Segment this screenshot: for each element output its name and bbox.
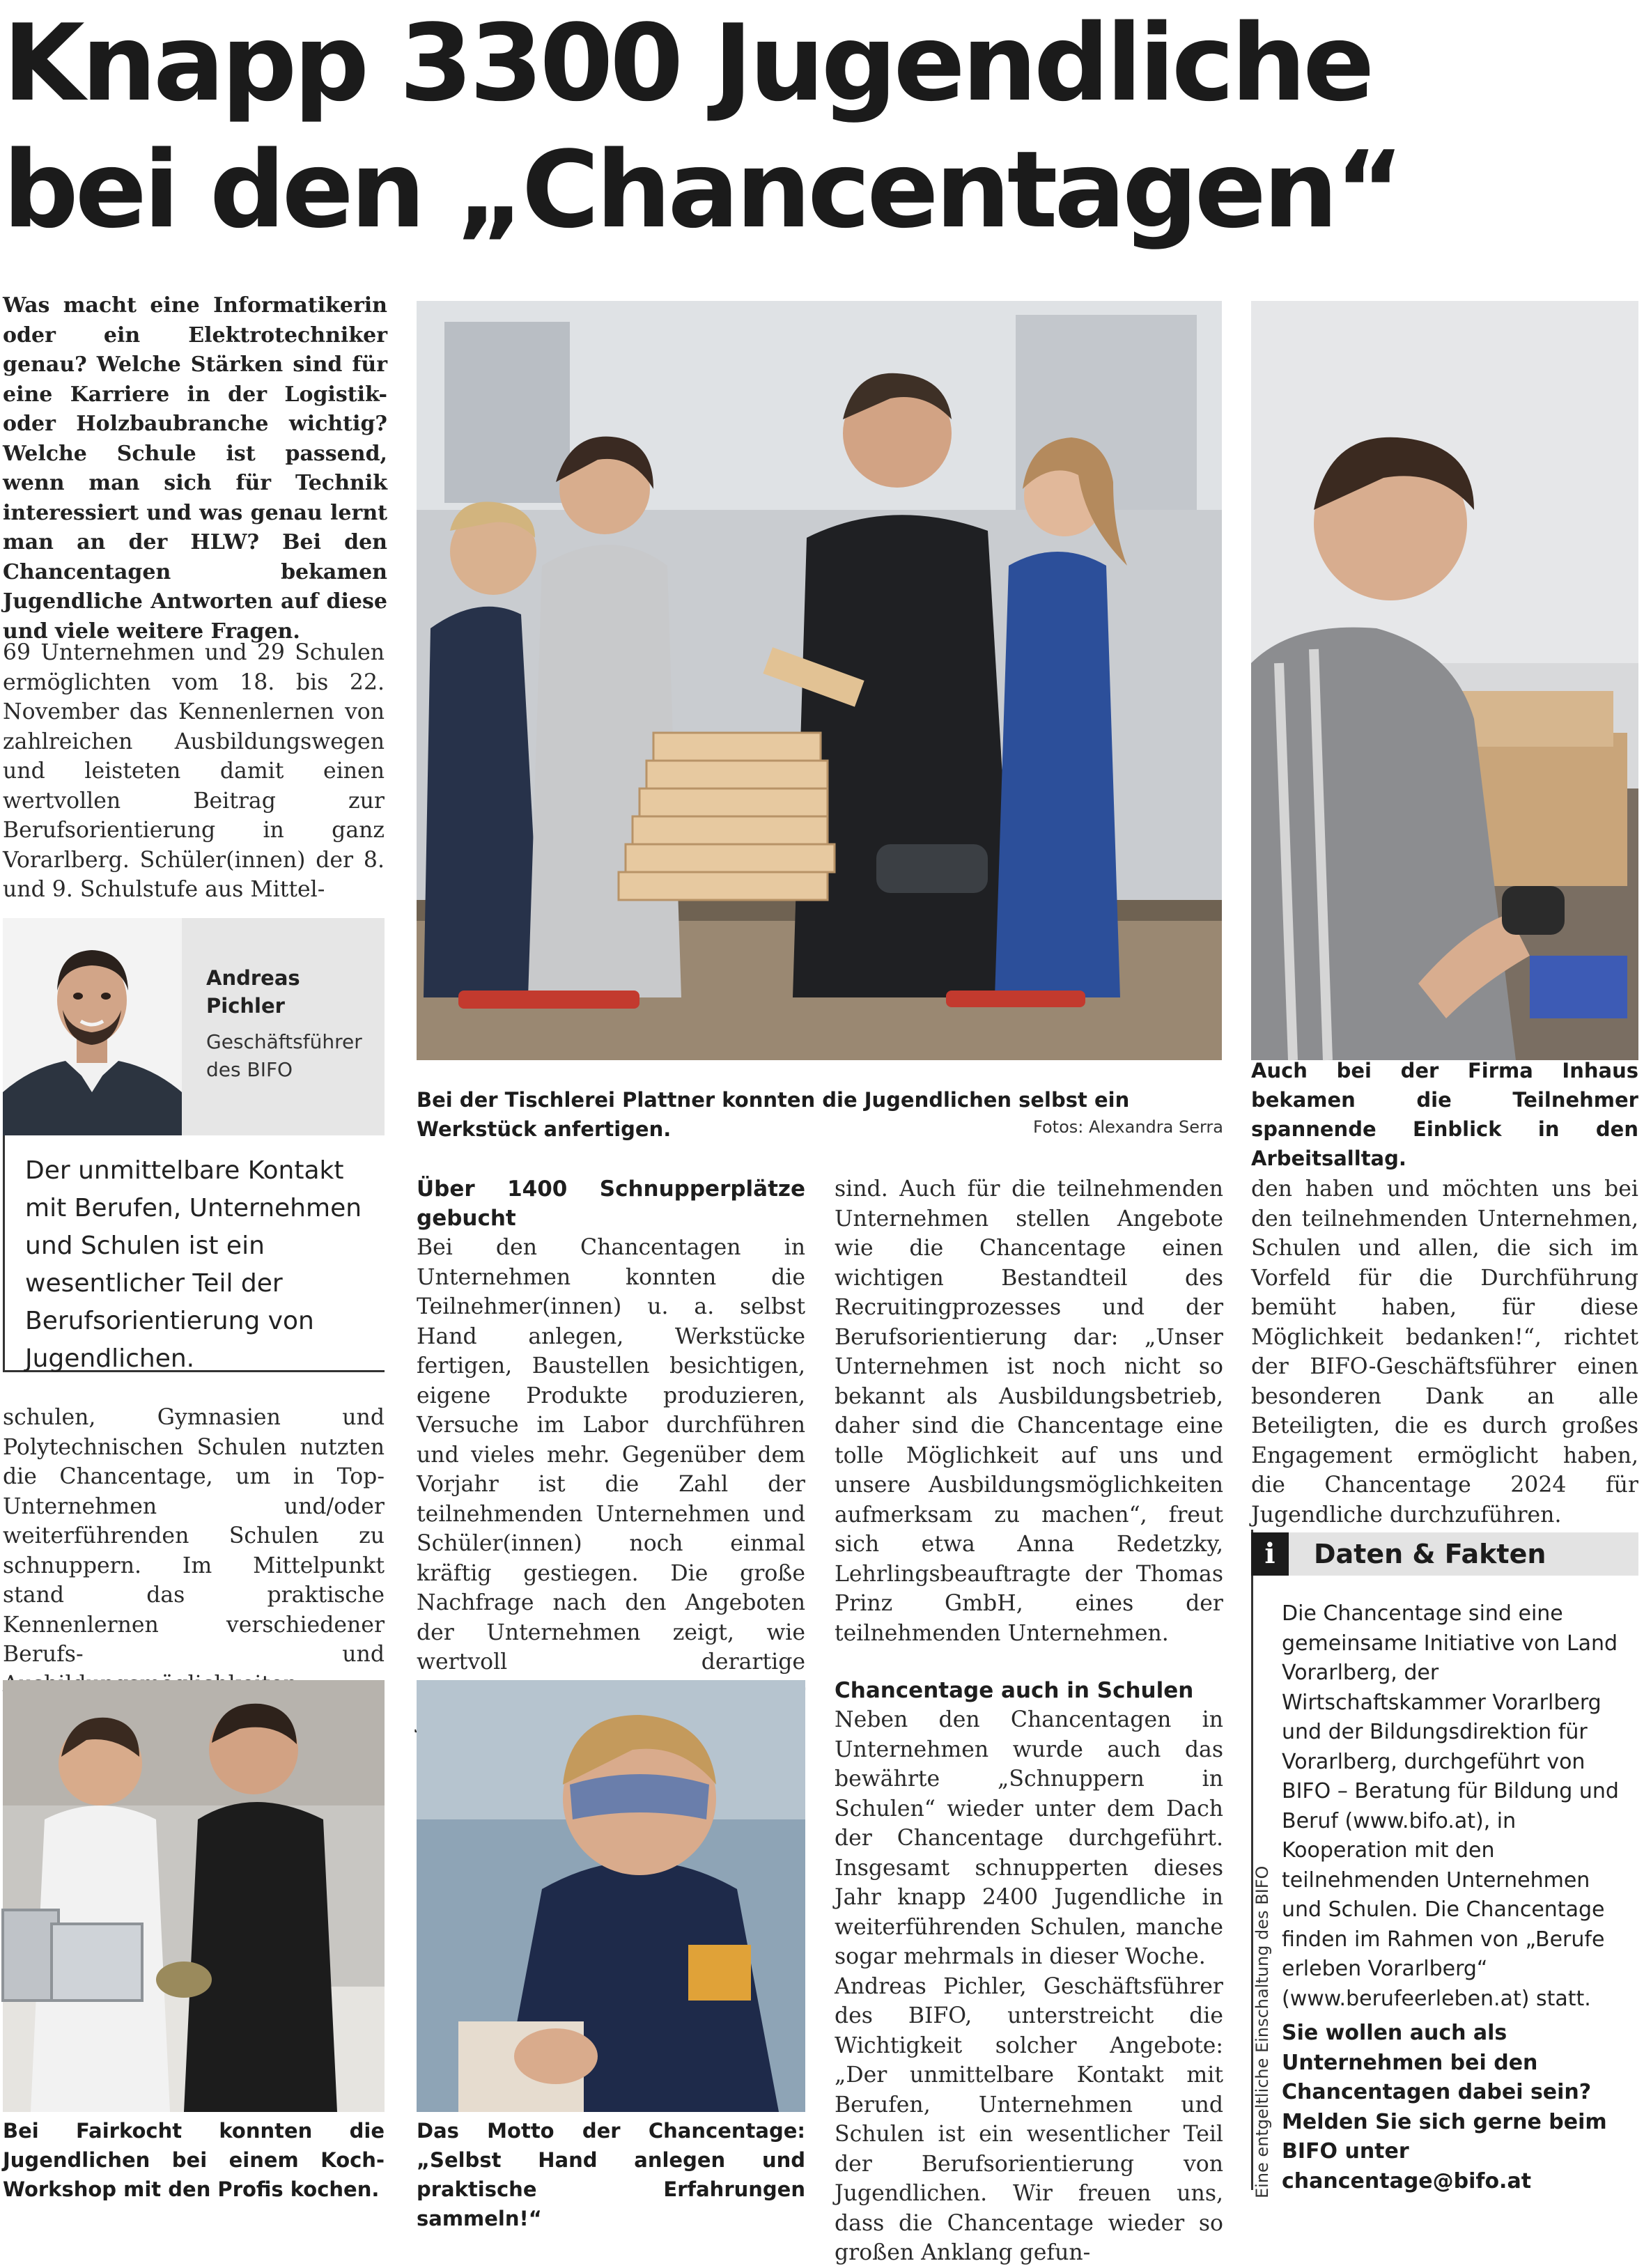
- headline: [3, 0, 1640, 254]
- goggles-photo: [417, 1680, 805, 2112]
- column-4: [1251, 1174, 1638, 1530]
- inhaus-photo: [1251, 301, 1638, 1060]
- column-1-continuation-text: schulen, Gymnasien und Polytechnischen Schulen nutzten die Chancentage, um in Top-Unternehmen und/oder weiterführenden Schulen zu schnuppern. Im Mittelpunkt stand das praktische Kennenlernen verschiedener Berufs- und: [3, 1405, 385, 1667]
- workshop-photo-caption: Bei der Tischlerei Plattner konnten die Jugendlichen selbst ein Werkstück anfertigen.: [417, 1088, 1130, 1141]
- workshop-photo: [417, 301, 1222, 1060]
- facts-call-to-action: Sie wollen auch als Unternehmen bei den Chancentagen dabei sein? Melden Sie sich gerne beim BIFO unter chancentage@bifo.at: [1282, 2021, 1607, 2193]
- column-3-text-3: Andreas Pichler, Geschäftsführer des BIFO, unterstreicht die Wichtigkeit solcher Angebote: „Der unmittelbare Kontakt mit Berufen, Unternehmen und Schulen ist ein wesentlicher Teil der Berufsorientierung von Jugendlichen. Wir freuen uns, dass die Chancentage wieder so großen Anklang gefun-: [835, 1973, 1223, 2265]
- column-3-subhead: Chancentage auch in Schulen: [835, 1678, 1194, 1703]
- info-icon: i: [1251, 1532, 1289, 1576]
- photo-credit: Fotos: Alexandra Serra: [1033, 1117, 1223, 1137]
- lead-paragraph: Was macht eine Informatikerin oder ein Elektrotechniker genau? Welche Stärken sind für eine Karriere in der Logistik- oder Holzbaubranche wichtig? Welche Schule ist passend, wenn man sich für Technik interessiert und was genau lernt man an der HLW? Bei den Chancentagen bekamen Jugendliche Antworten auf diese und viele weitere Fragen.: [3, 293, 387, 644]
- person-name: Andreas Pichler: [206, 966, 300, 1018]
- advertising-note-text: Eine entgeltliche Einschaltung des BIFO: [1253, 1865, 1272, 2198]
- column-3-text-1: sind. Auch für die teilnehmenden Unternehmen stellen Angebote wie die Chancentage einen wichtigen Bestandteil des Recruitingprozesses und der Berufsorientierung dar: „Unser Unternehmen ist noch nicht so bekannt als Ausbildungsbetrieb, daher sind die Chancentage eine tolle Möglichkeit auf uns und unsere Ausbildungsmöglichkeiten aufmerksam zu machen“, freut sich etwa Anna Redetzky, Lehrlingsbeauftragte der Thomas Prinz GmbH, eines der teilnehmenden Unternehmen.: [835, 1176, 1223, 1646]
- column-1-continuation: [3, 1403, 385, 1699]
- column-2: [417, 1174, 805, 1737]
- kitchen-photo: [3, 1680, 385, 2112]
- person-role: Geschäftsführer des BIFO: [206, 1030, 362, 1081]
- goggles-photo-caption: Das Motto der Chancentage: „Selbst Hand anlegen und praktische Erfahrungen sammeln!“: [417, 2119, 805, 2230]
- column-1-intro: [3, 638, 385, 905]
- facts-title: Daten & Fakten: [1314, 1539, 1546, 1569]
- column-1-intro-text: 69 Unternehmen und 29 Schulen ermöglichten vom 18. bis 22. November das Kennenlernen von zahlreichen Ausbildungswegen und leisteten damit einen wertvollen Beitrag zur Berufsorientierung in ganz Vorarlberg. Schüler(innen) der 8. und 9. Schulstufe aus Mittel-: [3, 640, 385, 902]
- portrait-photo: [3, 918, 182, 1135]
- column-3: [835, 1174, 1223, 2268]
- column-4-text: den haben und möchten uns bei den teilnehmenden Unternehmen, Schulen und allen, die sich im Vorfeld für die Durchführung bemüht haben, für diese Möglichkeit bedanken!“, richtet der BIFO-Geschäftsführer einen besonderen Dank an alle Beteiligten, die es durch großes Engagement ermöglicht haben, die Chancentage 2024 für Jugendliche durchzuführen.: [1251, 1176, 1638, 1528]
- facts-text: Die Chancentage sind eine gemeinsame Initiative von Land Vorarlberg, der Wirtschaftskammer Vorarlberg und der Bildungsdirektion für Vorarlberg, durchgeführt von BIFO – Beratung für Bildung und Beruf (www.bifo.at), in Kooperation mit den teilnehmenden Unternehmen und Schulen. Die Chancentage finden im Rahmen von „Berufe erleben Vorarlberg“ (www.berufeerleben.at) statt.: [1282, 1601, 1619, 2011]
- kitchen-photo-caption: Bei Fairkocht konnten die Jugendlichen bei einem Koch-Workshop mit den Profis kochen.: [3, 2119, 385, 2201]
- inhaus-photo-caption: Auch bei der Firma Inhaus bekamen die Teilnehmer spannende Einblick in den Arbeitsalltag.: [1251, 1059, 1638, 1170]
- pull-quote: Der unmittelbare Kontakt mit Berufen, Unternehmen und Schulen ist ein wesentlicher Teil der Berufsorientierung von Jugendlichen.: [25, 1156, 362, 1373]
- advertising-note: [1248, 1808, 1283, 2198]
- column-2-text: Bei den Chancentagen in Unternehmen konnten die Teilnehmer(innen) u. a. selbst Hand anlegen, Werkstücke fertigen, Baustellen besichtigen, eigene Produkte produzieren, Versuche im Labor durchführen und vieles mehr. Gegenüber dem Vorjahr ist die Zahl der teilnehmenden Unternehmen und Schüler(innen) noch einmal kräftig gestiegen. Die große Nachfrage nach den Angeboten der Unternehmen zeigt, wie wertvoll derartige: [417, 1235, 805, 1675]
- headline-line-1: Knapp 3300 Jugendliche: [3, 1, 1372, 125]
- column-3-text-2: Neben den Chancentagen in Unternehmen wurde auch das bewährte „Schnuppern in Schulen“ wieder unter dem Dach der Chancentage durchgeführt. Insgesamt schnupperten dieses Jahr knapp 2400 Jugendliche in weiterführenden Schulen, manche sogar mehrmals in dieser Woche.: [835, 1707, 1223, 1969]
- column-2-subhead: Über 1400 Schnupperplätze gebucht: [417, 1176, 805, 1231]
- headline-line-2: bei den „Chancentagen“: [3, 128, 1402, 251]
